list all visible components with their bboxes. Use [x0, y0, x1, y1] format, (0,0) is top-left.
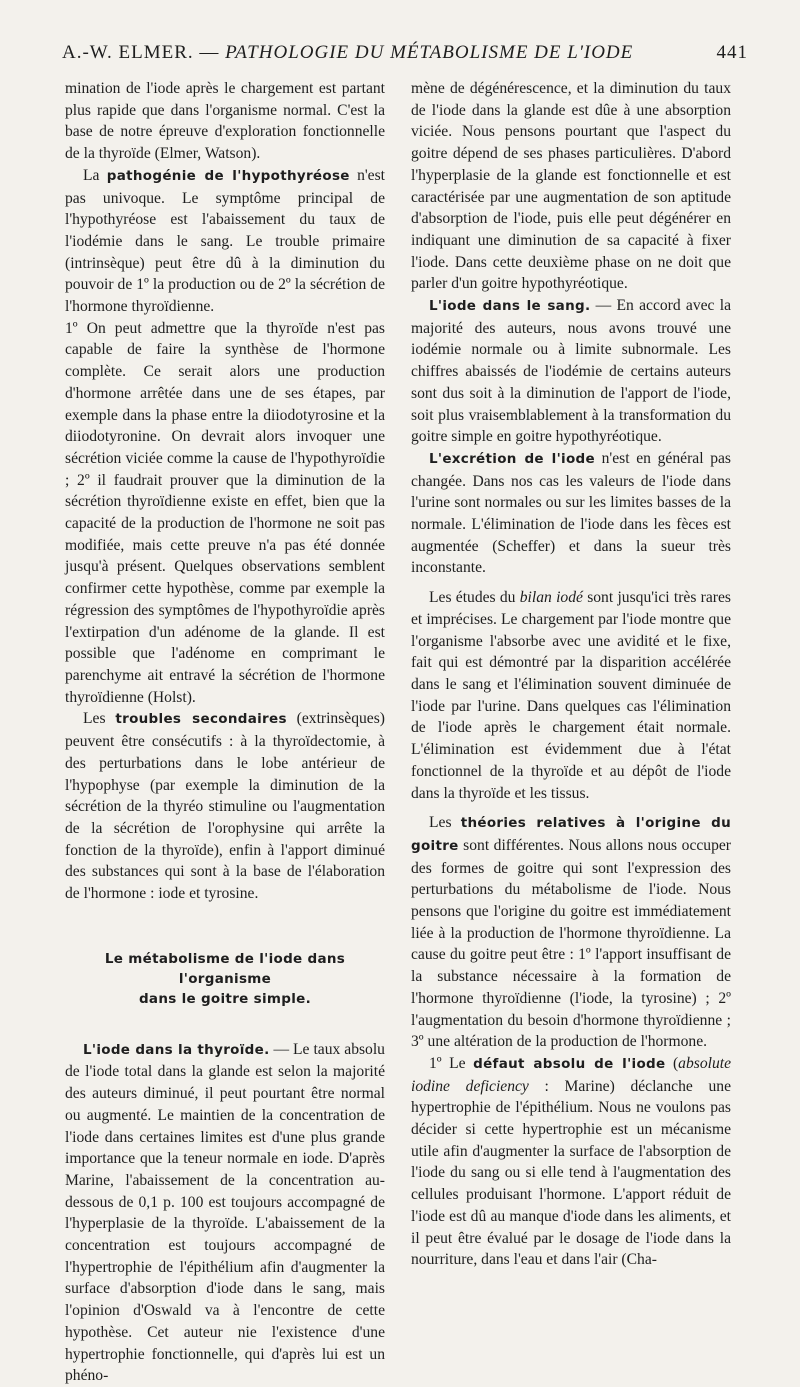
paragraph: [411, 448, 731, 579]
page-number: 441: [716, 42, 748, 63]
paragraph: [411, 587, 731, 804]
text-run: sont jusqu'ici très rares et imprécises. Le chargement par l'iode montre que l'organisme l'absorbe avec une avidité et le fixe, fait qui est démontré par la disparition accélérée dans le sang et l'élimination souvent diminuée de l'iode par l'urine. Dans quelques cas l'élimination de l'iode après le chargement était normale. L'élimination est évidemment due à l'état fonctionnel de la thyroïde et au dépôt de l'iode dans la thyroïde et les tissus.: [411, 589, 731, 802]
header-title: PATHOLOGIE DU MÉTABOLISME DE L'IODE: [225, 42, 634, 63]
text-run: : Marine) déclanche une hypertrophie de l'épithélium. Nous ne voulons pas décider si cette hypertrophie est un mécanisme utile afin d'augmenter la surface de l'absorption de l'iode du sang ou si elle tend à l'augmentation des cellules produisant l'hormone. L'apport réduit de l'iode est dû au manque d'iode dans les aliments, et il peut être évalué par le dosage de l'iode dans la nourriture, dans l'eau et dans l'air (Cha-: [411, 1077, 731, 1269]
text-run: (: [665, 1054, 679, 1072]
emphasis: bilan iodé: [519, 589, 583, 607]
text-run: sont différentes. Nous allons nous occuper des formes de goitre qui sont l'expression des perturbations du métabolisme de l'iode. Nous pensons que l'origine du goitre est immédiatement liée à la production de l'hormone thyroïdienne. La cause du goitre peut être : 1º l'apport insuffisant de la substance nécessaire à la formation de l'hormone thyroïdienne (l'iode, la tyrosine) ; 2º l'augmentation du besoin d'hormone thyroïdienne ; 3º une altération de la production de l'hormone.: [411, 836, 731, 1051]
term: troubles secondaires: [115, 711, 287, 728]
term: L'excrétion de l'iode: [429, 450, 595, 467]
paragraph: [411, 1053, 731, 1271]
section-heading: [65, 949, 385, 1009]
text-run: Les études du: [429, 589, 520, 607]
section-heading-line: Le métabolisme de l'iode dans l'organisme: [104, 950, 346, 987]
text-run: — Le taux absolu de l'iode total dans la glande est selon la majorité des auteurs diminué, il peut pourtant être normal ou augmenté. Le maintien de la concentration de l'iode dans certaines limites est d'une plus grande importance que la teneur normale en iode. D'après Marine, l'abaissement de la concentration au-dessous de 0,1 p. 100 est toujours accompagné de l'hyperplasie de la thyroïde. L'abaissement de la concentration est toujours accompagné de l'hypertrophie de l'épithélium afin d'augmenter la surface d'absorption d'iode dans le sang, mais l'opinion d'Oswald va à l'encontre de cette hypothèse. Cet auteur nie l'existence d'une hypertrophie fonctionnelle, qui d'après lui est un phéno-: [65, 1040, 385, 1385]
section-heading-line: dans le goitre simple.: [138, 990, 312, 1007]
running-header: [62, 42, 748, 64]
emphasis: absolute iodine deficiency: [411, 1054, 731, 1095]
text-run: 1º Le: [429, 1054, 474, 1072]
left-column: [65, 78, 385, 1387]
term: L'iode dans la thyroïde.: [83, 1041, 270, 1058]
paragraph: [65, 1039, 385, 1387]
term: L'iode dans le sang.: [429, 298, 591, 315]
term: défaut absolu de l'iode: [473, 1055, 666, 1072]
text-run: — En accord avec la majorité des auteurs, nous avons trouvé une iodémie normale ou à limite subnormale. Les chiffres abaissés de l'iodémie de certains auteurs sont dus soit à la diminution de l'apport de l'iode, soit plus vraisemblablement à la transformation du goitre simple en goitre hypothyréotique.: [411, 297, 731, 446]
text-run: (extrinsèques) peuvent être consécutifs : à la thyroïdectomie, à des perturbations dans le lobe antérieur de l'hypophyse (par exemple la diminution de la sécrétion de la thyréo stimuline ou l'augmentation de la sécrétion de l'orophysine qui arrête la fonction de la thyroïde), enfin à l'apport diminué des substances qui sont à la base de l'élaboration de l'hormone : iode et tyrosine.: [65, 710, 385, 903]
right-column: [411, 78, 731, 1271]
paragraph: 1º On peut admettre que la thyroïde n'est pas capable de faire la synthèse de l'hormone complète. Ce serait alors une production d'hormone arrêtée dans une de ses étapes, par exemple dans la phase entre la diiodotyrosine et la diiodotyronine. On devrait alors invoquer une sécrétion viciée comme la cause de l'hypothyroïdie ; 2º il faudrait prouver que la diminution de la sécrétion thyroïdienne existe en effet, bien que la capacité de la production de l'hormone ne soit pas modifiée, mais cette preuve n'a pas été donnée jusqu'à présent. Quelques observations semblent confirmer cette hypothèse, comme par exemple la régression des symptômes de l'hypothyroïdie après l'extirpation d'un adénome de la glande. Il est possible que l'adénome en comprimant le parenchyme ait entravé la sécrétion de l'hormone thyroïdienne (Holst).: [65, 319, 385, 706]
paragraph: mination de l'iode après le chargement est partant plus rapide que dans l'organisme normal. C'est la base de notre épreuve d'exploration fonctionnelle de la thyroïde (Elmer, Watson).: [65, 80, 385, 163]
term: théories relatives à l'origine du goitre: [411, 815, 731, 854]
paragraph: [65, 708, 385, 904]
text-run: n'est en général pas changée. Dans nos cas les valeurs de l'iode dans l'urine sont normales ou sur les limites basses de la normale. L'élimination de l'iode dans les fèces est augmentée (Scheffer) et dans la sueur très inconstante.: [411, 449, 731, 577]
header-separator: —: [199, 42, 220, 63]
paragraph: mène de dégénérescence, et la diminution du taux de l'iode dans la glande est dûe à une absorption viciée. Nous pensons pourtant que l'aspect du goitre dépend de ses phases particulières. D'abord l'hyperplasie de la glande est fonctionnelle et est caractérisée par une augmentation de son aptitude d'absorption de l'iode, puis elle peut dégénérer en indiquant une diminution de sa capacité à fixer l'iode. Dans cette deuxième phase on ne doit que parler d'un goitre hypothyréotique.: [411, 80, 731, 293]
text-run: Les: [429, 814, 461, 832]
text-run: Les: [83, 710, 116, 728]
header-author: A.-W. ELMER.: [62, 42, 194, 63]
paragraph: [411, 812, 731, 1053]
paragraph: [65, 165, 385, 318]
paragraph: [411, 295, 731, 448]
text-run: n'est pas univoque. Le symptôme principal de l'hypothyréose est l'abaissement du taux de l'iodémie dans le sang. Le trouble primaire (intrinsèque) peut être dû à la diminution du pouvoir de 1º la production ou de 2º la sécrétion de l'hormone thyroïdienne.: [65, 166, 385, 316]
term: pathogénie de l'hypothyréose: [106, 167, 350, 184]
text-run: La: [83, 166, 107, 184]
